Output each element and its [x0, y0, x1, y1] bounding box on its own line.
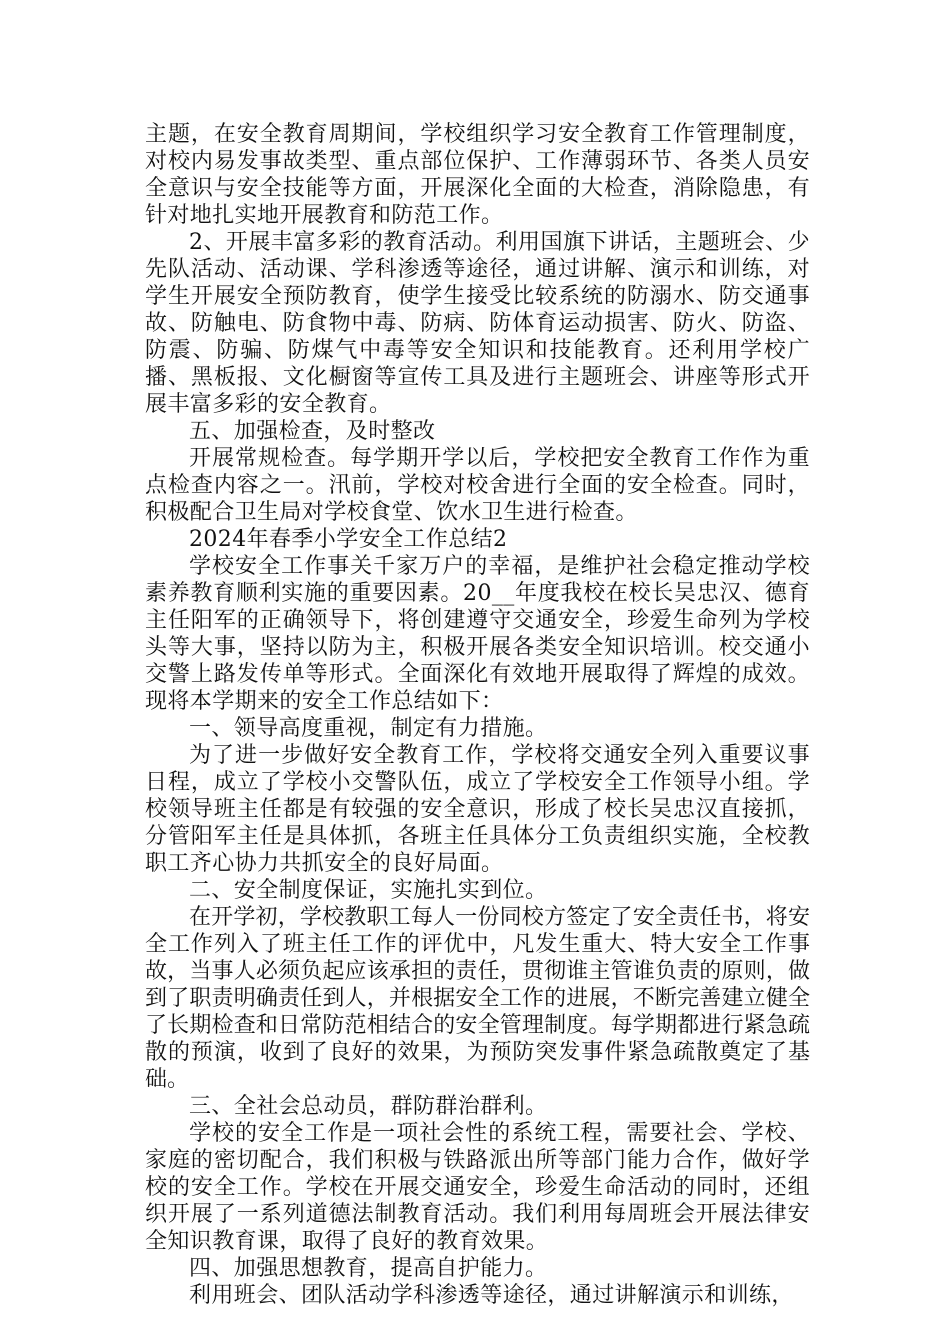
section-heading-society: 三、全社会总动员，群防群治群利。 [189, 1094, 548, 1119]
paragraph-intro-continuation: 主题，在安全教育周期间，学校组织学习安全教育工作管理制度，对校内易发事故类型、重点部位保护、工作薄弱环节、各类人员安全意识与安全技能等方面，开展深化全面的大检查，消除隐患，有针对地扎实地开展教育和防范工作。 [145, 122, 810, 228]
paragraph-education: 利用班会、团队活动学科渗透等途径，通过讲解演示和训练， [189, 1283, 794, 1308]
paragraph-activities: 2、开展丰富多彩的教育活动。利用国旗下讲话，主题班会、少先队活动、活动课、学科渗透等途径，通过讲解、演示和训练，对学生开展安全预防教育，使学生接受比较系统的防溺水、防交通事故、防触电、防食物中毒、防病、防体育运动损害、防火、防盗、防震、防骗、防煤气中毒等安全知识和技能教育。还利用学校广播、黑板报、文化橱窗等宣传工具及进行主题班会、讲座等形式开展丰富多彩的安全教育。 [145, 230, 810, 417]
section-heading-inspection: 五、加强检查，及时整改 [189, 419, 436, 444]
paragraph-system: 在开学初，学校教职工每人一份同校方签定了安全责任书，将安全工作列入了班主任工作的评优中，凡发生重大、特大安全工作事故，当事人必须负起应该承担的责任，贯彻谁主管谁负责的原则，做到了职责明确责任到人，并根据安全工作的进展，不断完善建立健全了长期检查和日常防范相结合的安全管理制度。每学期都进行紧急疏散的预演，收到了良好的效果，为预防突发事件紧急疏散奠定了基础。 [145, 905, 810, 1092]
paragraph-routine-check: 开展常规检查。每学期开学以后，学校把安全教育工作作为重点检查内容之一。汛前，学校对校舍进行全面的安全检查。同时，积极配合卫生局对学校食堂、饮水卫生进行检查。 [145, 446, 810, 525]
paragraph-summary-intro: 学校安全工作事关千家万户的幸福，是维护社会稳定推动学校素养教育顺利实施的重要因素。20__年度我校在校长吴忠汉、德育主任阳军的正确领导下，将创建遵守交通安全，珍爱生命列为学校头等大事，坚持以防为主，积极开展各类安全知识培训。校交通小交警上路发传单等形式。全面深化有效地开展取得了辉煌的成效。现将本学期来的安全工作总结如下： [145, 554, 810, 714]
section-heading-leadership: 一、领导高度重视，制定有力措施。 [189, 716, 548, 741]
paragraph-leadership: 为了进一步做好安全教育工作，学校将交通安全列入重要议事日程，成立了学校小交警队伍，成立了学校安全工作领导小组。学校领导班主任都是有较强的安全意识，形成了校长吴忠汉直接抓，分管阳军主任是具体抓，各班主任具体分工负责组织实施，全校教职工齐心协力共抓安全的良好局面。 [145, 743, 810, 876]
paragraph-society: 学校的安全工作是一项社会性的系统工程，需要社会、学校、家庭的密切配合，我们积极与铁路派出所等部门能力合作，做好学校的安全工作。学校在开展交通安全，珍爱生命活动的同时，还组织开展了一系列道德法制教育活动。我们利用每周班会开展法律安全知识教育课，取得了良好的教育效果。 [145, 1121, 810, 1254]
section-heading-system: 二、安全制度保证，实施扎实到位。 [189, 878, 548, 903]
document-title-summary-2: 2024年春季小学安全工作总结2 [189, 527, 508, 552]
document-body [145, 121, 810, 1309]
section-heading-education: 四、加强思想教育，提高自护能力。 [189, 1256, 548, 1281]
